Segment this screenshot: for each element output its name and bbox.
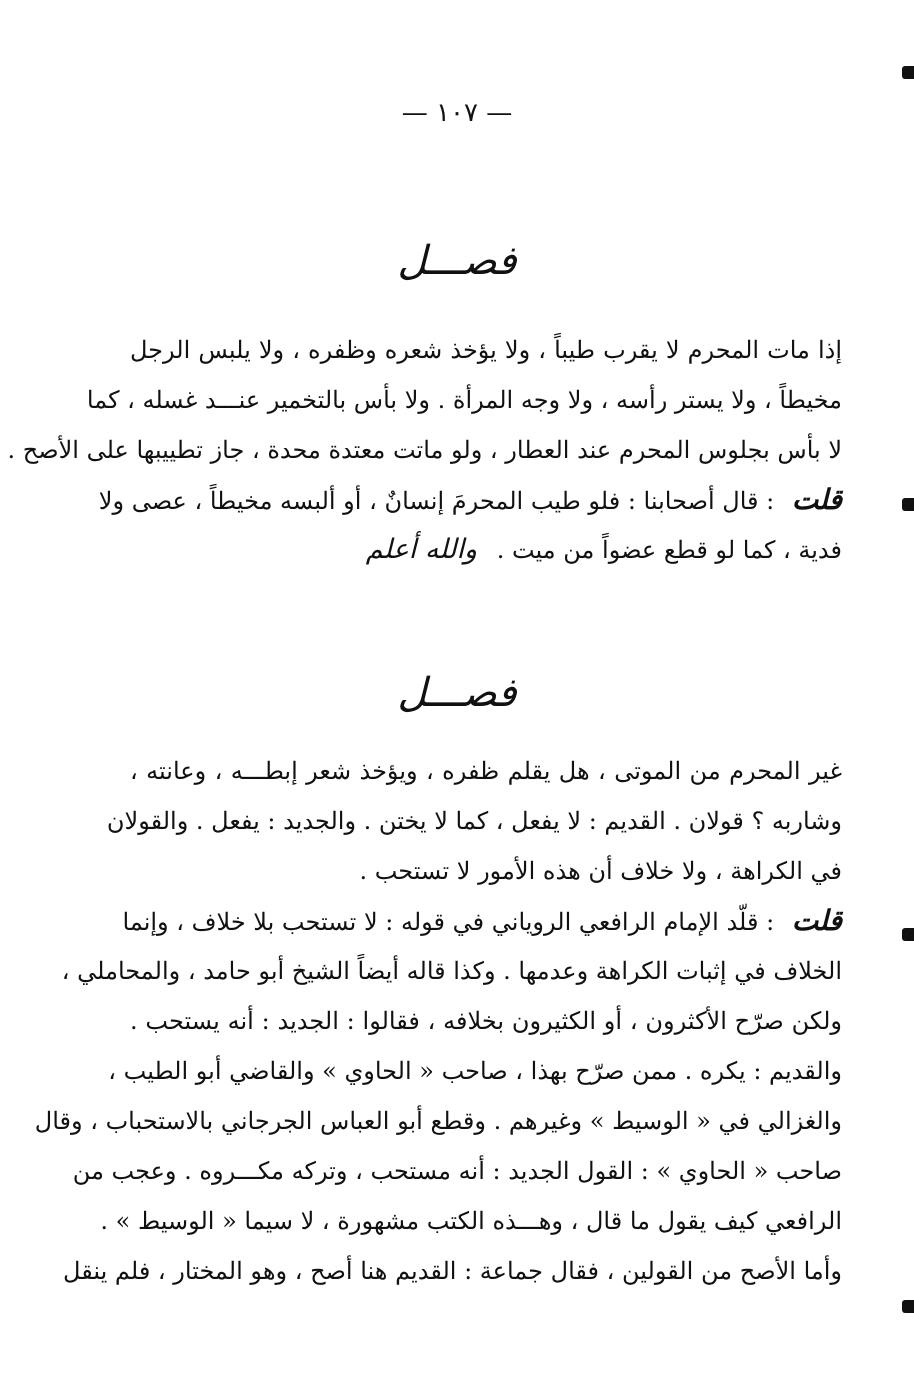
paragraph-line: الخلاف في إثبات الكراهة وعدمها . وكذا قاله أيضاً الشيخ أبو حامد ، والمحاملي ، — [61, 957, 842, 985]
paragraph-line: في الكراهة ، ولا خلاف أن هذه الأمور لا تستحب . — [359, 857, 842, 885]
paragraph-line: وأما الأصح من القولين ، فقال جماعة : القديم هنا أصح ، وهو المختار ، فلم ينقل — [63, 1257, 842, 1285]
paragraph-line: ولكن صرّح الأكثرون ، أو الكثيرون بخلافه ، فقالوا : الجديد : أنه يستحب . — [130, 1007, 842, 1035]
qult-line — [122, 896, 842, 946]
section-1-body — [7, 325, 842, 575]
paragraph-line: إذا مات المحرم لا يقرب طيباً ، ولا يؤخذ شعره وظفره ، ولا يلبس الرجل — [130, 336, 842, 364]
binding-mark — [902, 498, 914, 511]
paragraph-line: غير المحرم من الموتى ، هل يقلم ظفره ، ويؤخذ شعر إبطـــه ، وعانته ، — [130, 757, 842, 785]
binding-mark — [902, 928, 914, 941]
paragraph-text: فدية ، كما لو قطع عضواً من ميت . — [496, 536, 842, 564]
binding-mark — [902, 1300, 914, 1313]
paragraph-line: لا بأس بجلوس المحرم عند العطار ، ولو ماتت معتدة محدة ، جاز تطييبها على الأصح . — [7, 436, 842, 464]
binding-mark — [902, 66, 914, 79]
paragraph-line: صاحب « الحاوي » : القول الجديد : أنه مستحب ، وتركه مكـــروه . وعجب من — [72, 1157, 842, 1185]
page-number: — ١٠٧ — — [401, 98, 513, 128]
qult-label: قلت — [791, 904, 842, 937]
paragraph-line: والغزالي في « الوسيط » وغيرهم . وقطع أبو العباس الجرجاني بالاستحباب ، وقال — [34, 1107, 842, 1135]
paragraph-line: والقديم : يكره . ممن صرّح بهذا ، صاحب « الحاوي » والقاضي أبو الطيب ، — [108, 1057, 842, 1085]
paragraph-line: وشاربه ؟ قولان . القديم : لا يفعل ، كما لا يختن . والجديد : يفعل . والقولان — [106, 807, 842, 835]
paragraph-line: الرافعي كيف يقول ما قال ، وهـــذه الكتب مشهورة ، لا سيما « الوسيط » . — [100, 1207, 842, 1235]
paragraph-line: مخيطاً ، ولا يستر رأسه ، ولا وجه المرأة . ولا بأس بالتخمير عنـــد غسله ، كما — [86, 386, 842, 414]
paragraph-line — [130, 525, 842, 575]
section-2-heading: فصـــل — [397, 670, 517, 716]
closing-phrase: والله أعلم — [365, 534, 478, 565]
qult-line — [98, 475, 842, 525]
section-2-body — [34, 746, 842, 1296]
qult-text: : قلّد الإمام الرافعي الروياني في قوله : لا تستحب بلا خلاف ، وإنما — [122, 908, 775, 936]
section-1-heading: فصـــل — [397, 238, 517, 284]
qult-text: : قال أصحابنا : فلو طيب المحرمَ إنسانٌ ، أو ألبسه مخيطاً ، عصى ولا — [98, 487, 775, 515]
qult-label: قلت — [791, 483, 842, 516]
